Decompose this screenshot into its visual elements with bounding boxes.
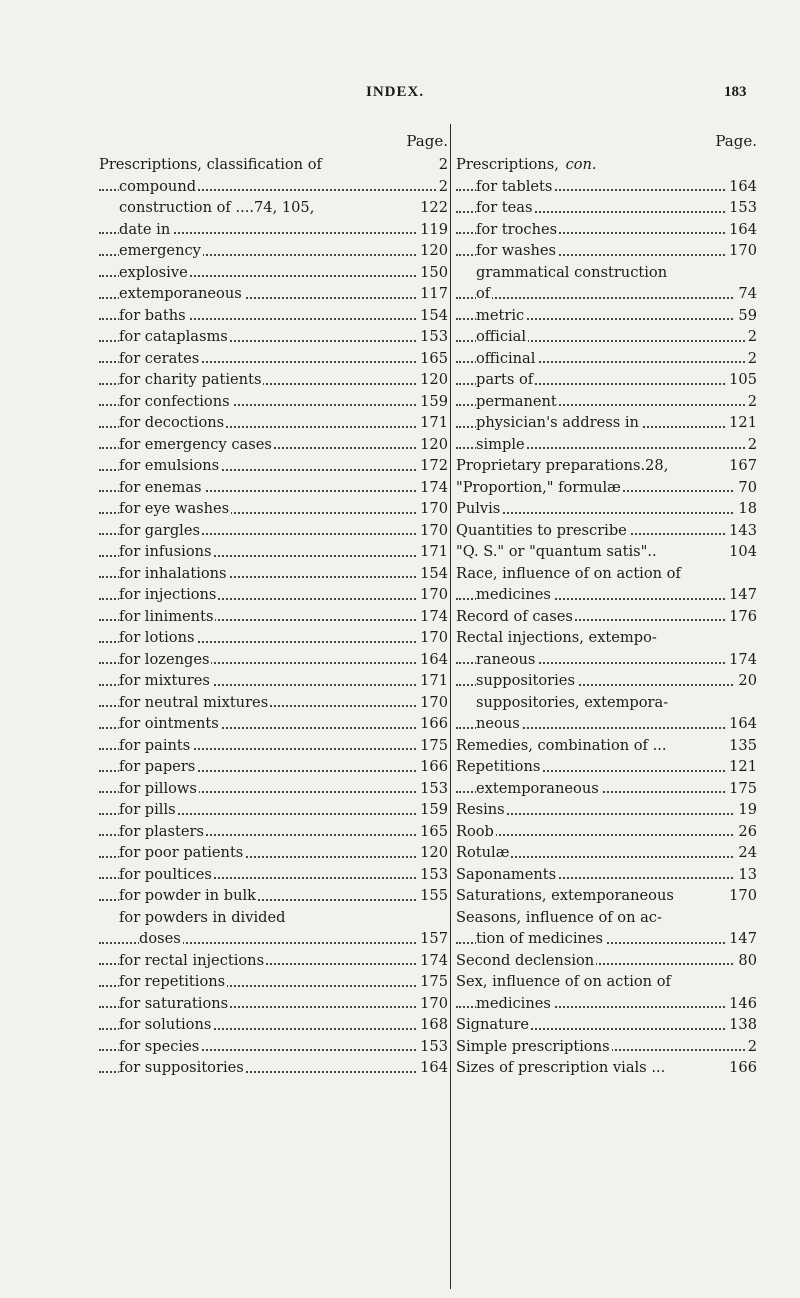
entry-page-number: 121 <box>726 756 757 778</box>
entry-text: Race, influence of on action of <box>456 564 681 582</box>
index-entry <box>99 262 448 284</box>
entry-text: tion of medicines <box>476 930 604 947</box>
index-entry <box>99 1014 448 1036</box>
index-entry <box>456 283 757 305</box>
entry-text: Record of cases <box>456 607 573 625</box>
index-entry <box>456 864 757 886</box>
entry-page-number: 170 <box>417 692 448 714</box>
index-entry <box>456 520 757 542</box>
entry-page-number: 2 <box>745 434 757 456</box>
index-entry <box>99 864 448 886</box>
entry-page-number: 166 <box>417 713 448 735</box>
entry-text: physician's address in <box>476 414 639 431</box>
entry-page-number: 153 <box>417 326 448 348</box>
entry-text: for plasters <box>119 822 204 840</box>
entry-text: for powder in bulk <box>119 887 256 904</box>
entry-page-number: 70 <box>735 477 757 499</box>
entry-text: for saturations <box>119 994 229 1012</box>
index-entry <box>456 1036 757 1058</box>
index-entry <box>456 971 757 993</box>
dot-leader <box>456 834 757 836</box>
index-entry <box>456 907 757 929</box>
entry-text: for troches <box>476 220 558 238</box>
entry-text: for lotions <box>119 629 195 646</box>
index-entry <box>99 842 448 864</box>
entry-text: Signature <box>456 1016 529 1033</box>
entry-page-number: 164 <box>417 1057 448 1079</box>
index-entry <box>456 993 757 1015</box>
index-column-right <box>456 132 757 1079</box>
entry-page-number: 170 <box>417 498 448 520</box>
entry-page-number: 19 <box>735 799 757 821</box>
entry-page-number: 143 <box>726 520 757 542</box>
index-entry <box>99 305 448 327</box>
entry-page-number: 170 <box>417 993 448 1015</box>
index-entry <box>456 885 757 907</box>
entry-text: for baths <box>119 306 186 324</box>
entry-page-number: 2 <box>436 176 448 198</box>
entry-page-number: 175 <box>726 778 757 800</box>
entry-page-number: 176 <box>726 606 757 628</box>
entry-page-number: 171 <box>417 412 448 434</box>
entry-text: Saponaments <box>456 865 557 883</box>
index-entry <box>99 498 448 520</box>
entry-text: medicines <box>476 994 551 1012</box>
index-entry <box>99 520 448 542</box>
entry-page-number: 117 <box>417 283 448 305</box>
entry-text: Prescriptions, <box>456 156 564 173</box>
index-entry <box>99 348 448 370</box>
entry-page-number: 120 <box>417 434 448 456</box>
entry-text: for injections <box>119 586 217 603</box>
index-entry <box>99 907 448 929</box>
entry-page-number: 170 <box>417 584 448 606</box>
entry-page-number: 26 <box>735 821 757 843</box>
page-column-label: Page. <box>406 132 448 150</box>
entry-text: for emergency cases <box>119 435 272 453</box>
entry-text: explosive <box>119 263 188 281</box>
entry-text: for powders in divided <box>119 908 286 926</box>
entry-text: for cerates <box>119 349 200 367</box>
entry-text: simple <box>476 435 525 453</box>
entry-text: construction of ....74, 105, <box>119 199 315 216</box>
entry-text: Quantities to prescribe <box>456 521 627 539</box>
index-entry <box>456 240 757 262</box>
entry-text: Rotulæ <box>456 844 510 861</box>
entry-page-number: 80 <box>735 950 757 972</box>
index-entry <box>99 821 448 843</box>
entry-page-number: 135 <box>726 735 757 757</box>
index-entry <box>456 154 757 176</box>
index-entry <box>456 1014 757 1036</box>
index-entry <box>456 928 757 950</box>
index-entry <box>456 756 757 778</box>
entry-text: Sizes of prescription vials ... <box>456 1059 666 1076</box>
entry-page-number: 147 <box>726 928 757 950</box>
index-entry <box>456 176 757 198</box>
entry-page-number: 174 <box>417 606 448 628</box>
entry-page-number: 18 <box>735 498 757 520</box>
entry-text: Remedies, combination of ... <box>456 736 667 754</box>
index-entry <box>99 885 448 907</box>
index-entry <box>99 713 448 735</box>
entry-text: suppositories, extempora- <box>476 693 669 711</box>
entry-page-number: 166 <box>726 1057 757 1079</box>
index-entry <box>456 348 757 370</box>
entry-text: medicines <box>476 586 551 603</box>
index-entry <box>456 584 757 606</box>
entry-page-number: 2 <box>436 154 448 176</box>
index-entry <box>99 993 448 1015</box>
entry-text: for inhalations <box>119 564 227 582</box>
entry-text: Roob <box>456 822 494 840</box>
index-entry <box>99 756 448 778</box>
entry-page-number: 138 <box>726 1014 757 1036</box>
index-entry <box>456 455 757 477</box>
entry-page-number: 175 <box>417 971 448 993</box>
index-entry <box>456 627 757 649</box>
entry-page-number: 153 <box>417 864 448 886</box>
entry-text: for emulsions <box>119 457 220 474</box>
entry-page-number: 174 <box>417 950 448 972</box>
entry-text: Rectal injections, extempo- <box>456 629 657 646</box>
index-entry <box>99 670 448 692</box>
entry-page-number: 154 <box>417 305 448 327</box>
entry-page-number: 147 <box>726 584 757 606</box>
entry-page-number: 165 <box>417 348 448 370</box>
index-entry <box>456 713 757 735</box>
entry-text: for poor patients <box>119 844 244 861</box>
entry-page-number: 20 <box>735 670 757 692</box>
dot-leader <box>456 297 757 299</box>
entry-text: date in <box>119 220 171 238</box>
index-entry <box>456 541 757 563</box>
entry-text: extemporaneous <box>476 779 599 797</box>
entry-text: for pillows <box>119 779 197 797</box>
entry-page-number: 159 <box>417 799 448 821</box>
index-entry <box>99 455 448 477</box>
entry-page-number: 146 <box>726 993 757 1015</box>
entry-text: for enemas <box>119 478 202 496</box>
entry-text: suppositories <box>476 672 575 689</box>
entry-page-number: 166 <box>417 756 448 778</box>
entry-text: Proprietary preparations.28, <box>456 457 669 474</box>
entry-page-number: 174 <box>417 477 448 499</box>
entry-text: for eye washes <box>119 500 230 517</box>
entry-text: doses <box>139 930 181 947</box>
index-entry <box>99 799 448 821</box>
entry-text: for poultices <box>119 865 212 883</box>
entry-page-number: 164 <box>726 713 757 735</box>
entry-text: officinal <box>476 349 536 367</box>
entry-page-number: 2 <box>745 348 757 370</box>
entry-page-number: 175 <box>417 735 448 757</box>
entry-page-number: 119 <box>417 219 448 241</box>
index-entry <box>99 176 448 198</box>
index-entry <box>99 563 448 585</box>
entry-text: for washes <box>476 242 557 259</box>
index-entry <box>99 778 448 800</box>
entry-text: for papers <box>119 758 196 775</box>
entry-page-number: 155 <box>417 885 448 907</box>
index-entry <box>456 692 757 714</box>
header-page-number: 183 <box>724 84 747 100</box>
entry-text: for decoctions <box>119 414 225 431</box>
index-entry <box>456 778 757 800</box>
index-column-left <box>99 132 448 1079</box>
entry-text: for gargles <box>119 521 200 539</box>
index-entry <box>456 412 757 434</box>
entry-text: Pulvis <box>456 500 501 517</box>
entry-page-number: 120 <box>417 369 448 391</box>
index-entry <box>99 971 448 993</box>
entry-page-number: 154 <box>417 563 448 585</box>
entry-text: grammatical construction <box>476 263 668 281</box>
entry-text: for pills <box>119 801 176 818</box>
index-entry <box>456 498 757 520</box>
entry-page-number: 170 <box>417 627 448 649</box>
index-entry <box>99 477 448 499</box>
right-entries <box>456 154 757 1079</box>
index-entry <box>456 434 757 456</box>
index-entry <box>456 197 757 219</box>
index-entry <box>456 219 757 241</box>
entry-page-number: 13 <box>735 864 757 886</box>
index-entry <box>99 240 448 262</box>
entry-text: for rectal injections <box>119 951 265 969</box>
column-divider <box>450 124 451 1289</box>
entry-page-number: 122 <box>417 197 448 219</box>
entry-text: for infusions <box>119 543 212 560</box>
entry-page-number: 24 <box>735 842 757 864</box>
entry-page-number: 171 <box>417 541 448 563</box>
index-entry <box>456 391 757 413</box>
index-entry <box>99 283 448 305</box>
index-entry <box>99 627 448 649</box>
entry-page-number: 164 <box>726 219 757 241</box>
index-entry <box>456 563 757 585</box>
entry-page-number: 105 <box>726 369 757 391</box>
index-entry <box>99 606 448 628</box>
entry-page-number: 150 <box>417 262 448 284</box>
index-entry <box>456 842 757 864</box>
entry-text: for tablets <box>476 177 553 195</box>
entry-text: metric <box>476 306 525 324</box>
index-entry <box>99 541 448 563</box>
entry-text: for confections <box>119 392 230 410</box>
entry-text: for liniments <box>119 607 214 625</box>
index-entry <box>456 649 757 671</box>
entry-text: parts of <box>476 371 534 388</box>
index-entry <box>99 649 448 671</box>
index-entry <box>99 219 448 241</box>
index-entry <box>456 606 757 628</box>
index-entry <box>456 262 757 284</box>
entry-text: compound <box>119 177 197 195</box>
index-entry <box>99 692 448 714</box>
entry-page-number: 165 <box>417 821 448 843</box>
index-entry <box>456 950 757 972</box>
entry-page-number: 120 <box>417 842 448 864</box>
entry-text: Second declension <box>456 951 595 969</box>
entry-text: Repetitions <box>456 758 541 775</box>
entry-page-number: 121 <box>726 412 757 434</box>
entry-text: permanent <box>476 392 557 410</box>
entry-text: for charity patients <box>119 371 262 388</box>
index-entry <box>456 799 757 821</box>
entry-page-number: 74 <box>735 283 757 305</box>
entry-text: extemporaneous <box>119 285 242 302</box>
index-entry <box>99 326 448 348</box>
index-entry <box>99 1036 448 1058</box>
index-entry <box>99 197 448 219</box>
entry-text: for teas <box>476 199 533 216</box>
index-entry <box>456 305 757 327</box>
entry-page-number: 2 <box>745 391 757 413</box>
entry-text: for neutral mixtures <box>119 693 269 711</box>
entry-text: Prescriptions, classification of <box>99 156 322 173</box>
entry-page-number: 167 <box>726 455 757 477</box>
entry-text: for suppositories <box>119 1059 244 1076</box>
entry-page-number: 153 <box>417 1036 448 1058</box>
entry-text: for paints <box>119 736 191 754</box>
index-entry <box>456 821 757 843</box>
page-column-label: Page. <box>715 132 757 150</box>
entry-text: Simple prescriptions <box>456 1037 610 1055</box>
entry-text: Sex, influence of on action of <box>456 973 671 990</box>
entry-text: for lozenges <box>119 650 210 668</box>
entry-text: for mixtures <box>119 672 210 689</box>
index-entry <box>99 950 448 972</box>
entry-page-number: 164 <box>417 649 448 671</box>
entry-page-number: 170 <box>726 885 757 907</box>
entry-page-number: 120 <box>417 240 448 262</box>
entry-page-number: 159 <box>417 391 448 413</box>
entry-text: Seasons, influence of on ac- <box>456 908 662 926</box>
index-entry <box>99 154 448 176</box>
entry-page-number: 104 <box>726 541 757 563</box>
entry-text: neous <box>476 715 520 732</box>
entry-text: "Proportion," formulæ <box>456 478 621 496</box>
index-entry <box>99 735 448 757</box>
entry-text: raneous <box>476 650 536 668</box>
index-entry <box>99 1057 448 1079</box>
entry-text: official <box>476 328 527 345</box>
entry-page-number: 172 <box>417 455 448 477</box>
index-entry <box>99 412 448 434</box>
running-header <box>0 84 800 108</box>
index-entry <box>456 1057 757 1079</box>
index-entry <box>99 928 448 950</box>
entry-page-number: 164 <box>726 176 757 198</box>
entry-page-number: 174 <box>726 649 757 671</box>
entry-text: of <box>476 285 491 302</box>
entry-text: "Q. S." or "quantum satis".. <box>456 543 657 560</box>
left-entries <box>99 154 448 1079</box>
entry-page-number: 153 <box>417 778 448 800</box>
entry-text: for cataplasms <box>119 328 228 345</box>
entry-page-number: 170 <box>726 240 757 262</box>
index-entry <box>99 369 448 391</box>
entry-text: for species <box>119 1037 200 1055</box>
entry-page-number: 59 <box>735 305 757 327</box>
index-entry <box>99 584 448 606</box>
entry-page-number: 171 <box>417 670 448 692</box>
header-title: INDEX. <box>366 84 425 100</box>
index-entry <box>456 326 757 348</box>
index-entry <box>456 369 757 391</box>
index-entry <box>99 434 448 456</box>
entry-text: for solutions <box>119 1016 212 1033</box>
entry-page-number: 157 <box>417 928 448 950</box>
entry-continuation-mark: con. <box>565 156 597 173</box>
entry-page-number: 2 <box>745 326 757 348</box>
entry-page-number: 153 <box>726 197 757 219</box>
index-entry <box>456 735 757 757</box>
entry-page-number: 2 <box>745 1036 757 1058</box>
entry-text: Saturations, extemporaneous <box>456 887 674 904</box>
entry-page-number: 170 <box>417 520 448 542</box>
entry-text: for repetitions <box>119 973 226 990</box>
entry-text: Resins <box>456 801 505 818</box>
entry-page-number: 168 <box>417 1014 448 1036</box>
index-entry <box>456 670 757 692</box>
index-entry <box>456 477 757 499</box>
entry-text: emergency <box>119 242 201 259</box>
entry-text: for ointments <box>119 715 219 732</box>
index-entry <box>99 391 448 413</box>
